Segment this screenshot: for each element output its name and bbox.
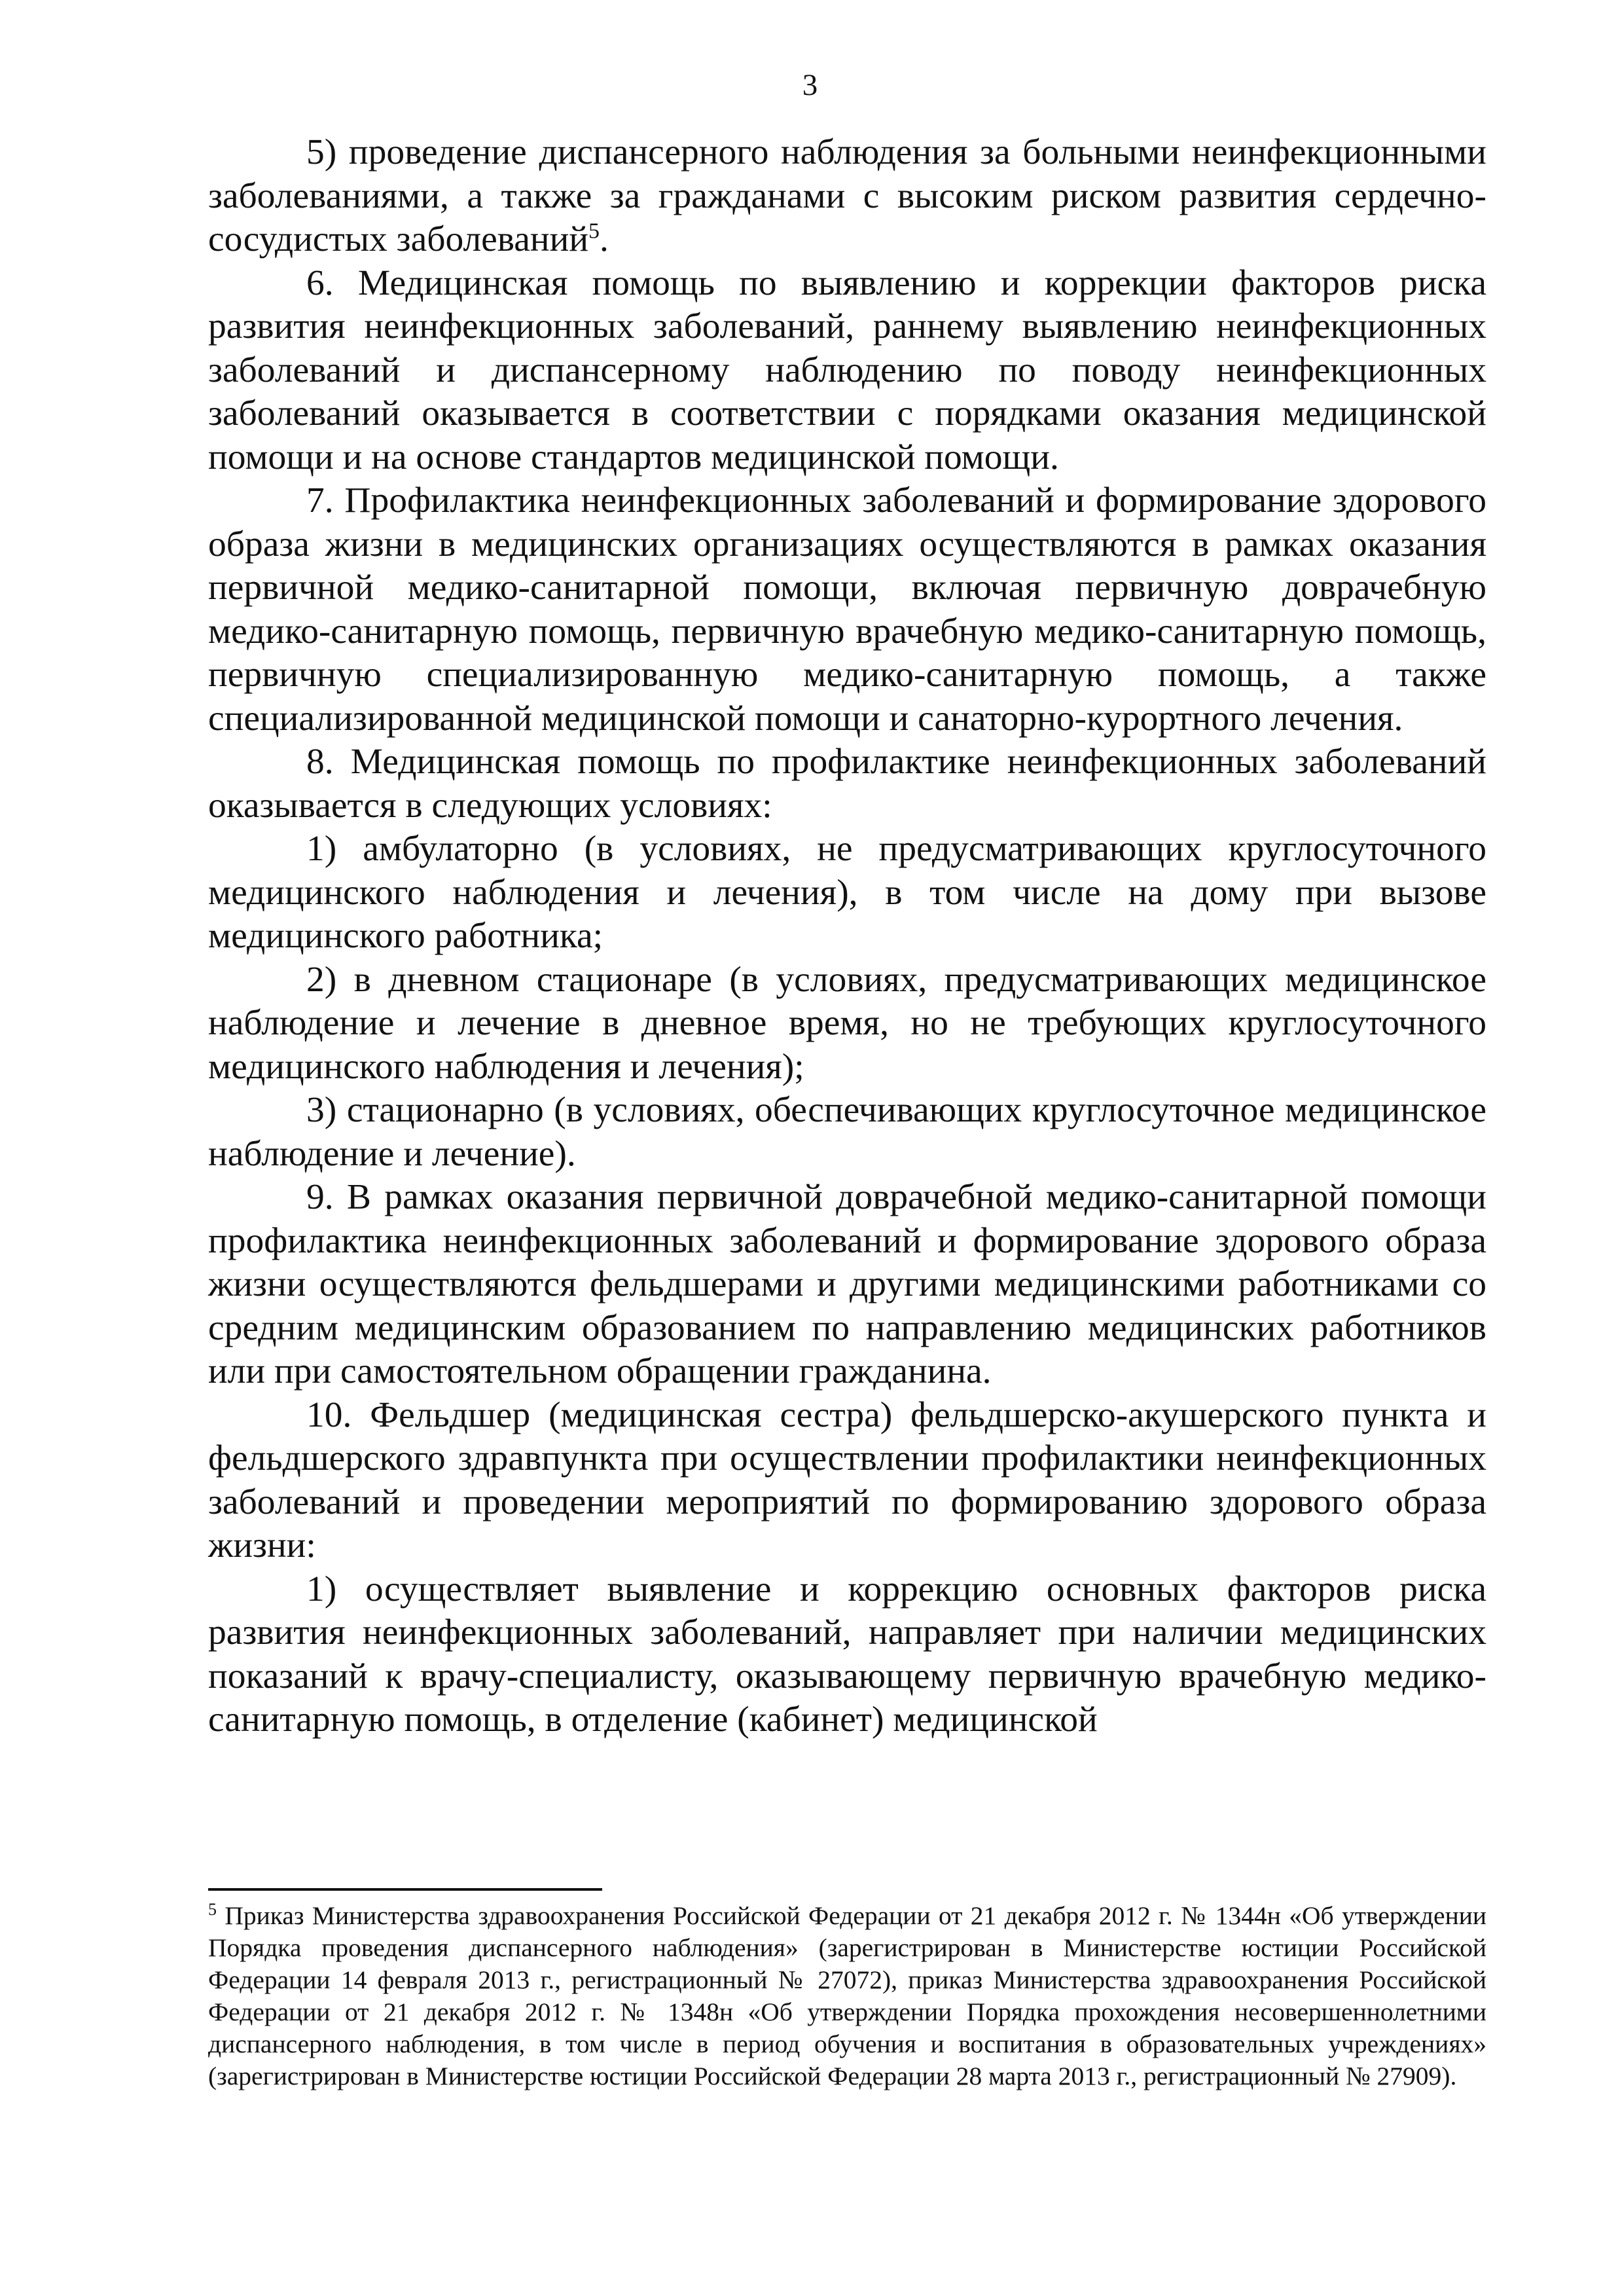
footnote-mark: 5 bbox=[208, 1899, 217, 1919]
footnote-divider bbox=[208, 1888, 602, 1891]
footnote-item bbox=[208, 1900, 1486, 2092]
page-number: 3 bbox=[802, 68, 818, 102]
footnote-reference[interactable]: 5 bbox=[588, 219, 600, 244]
footnote-text: Приказ Министерства здравоохранения Российской Федерации от 21 декабря 2012 г. № 1344н «Об утверждении Порядка проведения диспансерного наблюдения» (зарегистрирован в Министерстве юстиции Российской Федерации 14 февраля 2013 г., регистрационный № 27072), приказ Министерства здравоохранения Российской Федерации от 21 декабря 2012 г. № 1348н «Об утверждении Порядка прохождения несовершеннолетними диспансерного наблюдения, в том числе в период обучения и воспитания в образовательных учреждениях» (зарегистрирован в Министерстве юстиции Российской Федерации 28 марта 2013 г., регистрационный № 27909). bbox=[208, 1901, 1486, 2090]
paragraph-8-item-2: 2) в дневном стационаре (в условиях, предусматривающих медицинское наблюдение и лечение в дневное время, но не требующих круглосуточного медицинского наблюдения и лечения); bbox=[208, 959, 1486, 1087]
paragraph-8-item-1: 1) амбулаторно (в условиях, не предусматривающих круглосуточного медицинского наблюдения и лечения), в том числе на дому при вызове медицинского работника; bbox=[208, 829, 1486, 956]
document-body bbox=[208, 131, 1486, 1742]
paragraph-9: 9. В рамках оказания первичной доврачебной медико-санитарной помощи профилактика неинфекционных заболеваний и формирование здорового образа жизни осуществляются фельдшерами и другими медицинскими работниками со средним медицинским образованием по направлению медицинских работников или при самостоятельном обращении гражданина. bbox=[208, 1177, 1486, 1391]
footnotes-section bbox=[208, 1900, 1486, 2092]
paragraph-8: 8. Медицинская помощь по профилактике неинфекционных заболеваний оказывается в следующих условиях: bbox=[208, 742, 1486, 826]
paragraph-6: 6. Медицинская помощь по выявлению и коррекции факторов риска развития неинфекционных заболеваний, раннему выявлению неинфекционных заболеваний и диспансерному наблюдению по поводу неинфекционных заболеваний оказывается в соответствии с порядками оказания медицинской помощи и на основе стандартов медицинской помощи. bbox=[208, 263, 1486, 477]
paragraph-text: 5) проведение диспансерного наблюдения за больными неинфекционными заболеваниями, а также за гражданами с высоким риском развития сердечно-сосудистых заболеваний bbox=[208, 132, 1486, 259]
paragraph-10: 10. Фельдшер (медицинская сестра) фельдшерско-акушерского пункта и фельдшерского здравпункта при осуществлении профилактики неинфекционных заболеваний и проведении мероприятий по формированию здорового образа жизни: bbox=[208, 1394, 1486, 1565]
paragraph-8-item-3: 3) стационарно (в условиях, обеспечивающих круглосуточное медицинское наблюдение и лечение). bbox=[208, 1090, 1486, 1174]
paragraph-text-end: . bbox=[600, 219, 609, 259]
paragraph-7: 7. Профилактика неинфекционных заболеваний и формирование здорового образа жизни в медицинских организациях осуществляются в рамках оказания первичной медико-санитарной помощи, включая первичную доврачебную медико-санитарную помощь, первичную врачебную медико-санитарную помощь, первичную специализированную медико-санитарную помощь, а также специализированной медицинской помощи и санаторно-курортного лечения. bbox=[208, 481, 1486, 738]
paragraph-10-item-1: 1) осуществляет выявление и коррекцию основных факторов риска развития неинфекционных заболеваний, направляет при наличии медицинских показаний к врачу-специалисту, оказывающему первичную врачебную медико-санитарную помощь, в отделение (кабинет) медицинской bbox=[208, 1569, 1486, 1740]
paragraph-item-5 bbox=[208, 131, 1486, 262]
